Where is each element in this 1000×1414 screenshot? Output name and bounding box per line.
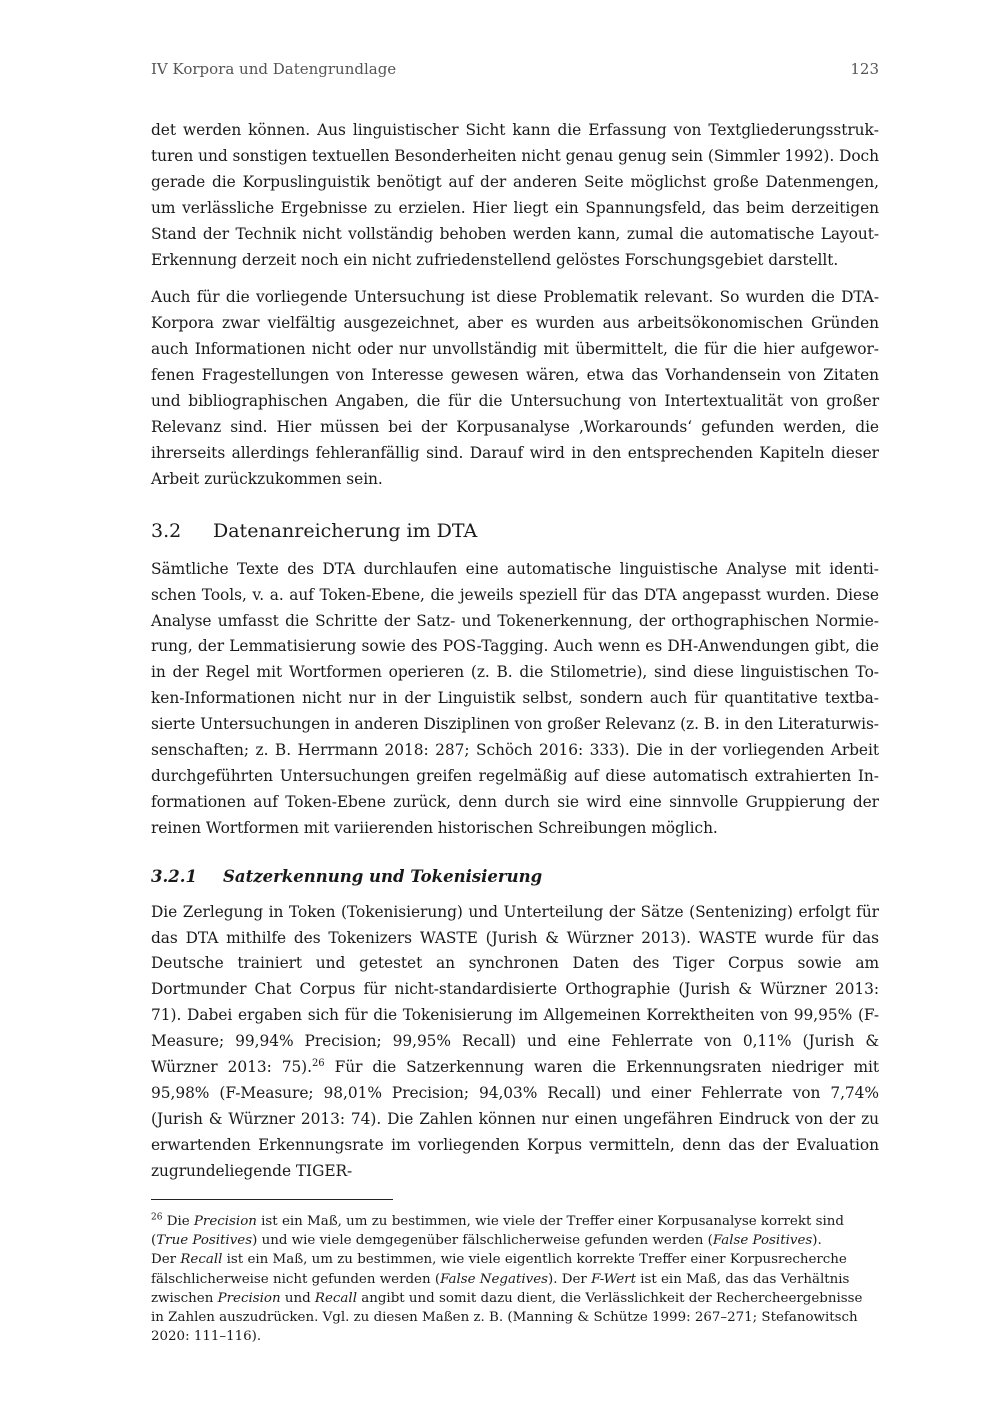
footnote-line-1 bbox=[151, 1212, 879, 1251]
footnote-term-f-wert: F-Wert bbox=[591, 1271, 636, 1287]
paragraph-1: det werden können. Aus linguistischer Sicht kann die Erfassung von Textgliederungsstrukturen und sonstigen textuellen Besonderheiten nicht genau genug sein (Simmler 1992). Doch gerade die Korpuslinguistik benötigt auf der anderen Seite möglichst große Datenmengen, um verlässliche Ergebnisse zu erzielen. Hier liegt ein Spannungsfeld, das beim derzeitigen Stand der Technik nicht vollständig behoben werden kann, zumal die automatische Layout-Erkennung derzeit noch ein nicht zufriedenstellend gelöstes Forschungsgebiet darstellt. bbox=[151, 121, 879, 269]
page bbox=[151, 58, 879, 1347]
footnote-term-false-positives: False Positives bbox=[712, 1232, 813, 1248]
paragraph-4-part-b: Für die Satzerkennung waren die Erkennungsraten niedriger mit 95,98% (F-Measure; 98,01% Precision; 94,03% Recall) und einer Fehlerrate von 7,74% (Jurish & Würzner 2013: 74). Die Zahlen können nur einen ungefähren Eindruck von der zu erwartenden Erkennungsrate im vorliegenden Korpus vermitteln, denn das der Evaluation zugrundeliegende TIGER- bbox=[151, 1058, 879, 1180]
footnote-line-2 bbox=[151, 1250, 879, 1346]
footnote-text: angibt und somit dazu dient, die Verlässlichkeit der Rechercheergebnisse in Zahlen auszudrücken. Vgl. zu diesen Maßen z. B. (Manning & Schütze 1999: 267–271; Stefanowitsch 2020: 111–116). bbox=[151, 1290, 863, 1345]
footnote-text: und bbox=[280, 1290, 315, 1306]
footnote-reference[interactable]: 26 bbox=[311, 1057, 325, 1069]
paragraph-4-part-a: Die Zerlegung in Token (Tokenisierung) und Unterteilung der Sätze (Sentenizing) erfolgt für das DTA mithilfe des Tokenizers WASTE (Jurish & Würzner 2013). WASTE wurde für das Deutsche trainiert und getestet an synchronen Daten des Tiger Corpus sowie am Dortmunder Chat Corpus für nicht-standardisierte Orthographie (Jurish & Würzner 2013: 71). Dabei ergaben sich für die Tokenisierung im Allgemeinen Korrektheiten von 99,95% (F-Measure; 99,94% Precision; 99,95% Recall) und eine Fehlerrate von 0,11% (Jurish & Würzner 2013: 75). bbox=[151, 902, 879, 1077]
page-number: 123 bbox=[850, 60, 879, 78]
footnote-term-precision: Precision bbox=[193, 1213, 257, 1229]
footnote-text: ist ein Maß, um zu bestimmen, wie viele der Treffer einer Korpusanalyse korrekt sind ( bbox=[151, 1213, 844, 1248]
footnote-divider bbox=[151, 1199, 393, 1200]
footnote-term-recall: Recall bbox=[314, 1290, 357, 1306]
footnote-text: ist ein Maß, das das Verhältnis zwischen bbox=[151, 1271, 850, 1306]
subsection-heading bbox=[151, 864, 879, 890]
footnote-term-recall: Recall bbox=[180, 1252, 223, 1268]
footnote-term-false-negatives: False Negatives bbox=[440, 1271, 549, 1287]
subsection-title: Satzerkennung und Tokenisierung bbox=[223, 866, 543, 886]
footnote-text: ). bbox=[812, 1232, 822, 1248]
footnote-26 bbox=[151, 1212, 879, 1347]
subsection-number: 3.2.1 bbox=[151, 866, 197, 886]
running-title: IV Korpora und Datengrundlage bbox=[151, 60, 397, 78]
section-title: Datenanreicherung im DTA bbox=[213, 519, 478, 542]
paragraph-3: Sämtliche Texte des DTA durchlaufen eine automatische linguistische Analyse mit identischen Tools, v. a. auf Token-Ebene, die jeweils speziell für das DTA angepasst wurden. Diese Analyse umfasst die Schritte der Satz- und Tokenerkennung, der orthographischen Normierung, der Lemmatisierung sowie des POS-Tagging. Auch wenn es DH-Anwendungen gibt, die in der Regel mit Wortformen operieren (z. B. die Stilometrie), sind diese linguistischen Token-Informationen nicht nur in der Linguistik selbst, sondern auch für quantitative textbasierte Untersuchungen in anderen Disziplinen von großer Relevanz (z. B. in den Literaturwissenschaften; z. B. Herrmann 2018: 287; Schöch 2016: 333). Die in der vorliegenden Arbeit durchgeführten Untersuchungen greifen regelmäßig auf diese automatisch extrahierten Informationen auf Token-Ebene zurück, denn durch sie wird eine sinnvolle Gruppierung der reinen Wortformen mit variierenden historischen Schreibungen möglich. bbox=[151, 559, 879, 837]
section-number: 3.2 bbox=[151, 519, 182, 542]
paragraph-4 bbox=[151, 900, 879, 1185]
paragraph-2: Auch für die vorliegende Untersuchung ist diese Problematik relevant. So wurden die DTA-Korpora zwar vielfältig ausgezeichnet, aber es wurden aus arbeitsökonomischen Gründen auch Informationen nicht oder nur unvollständig mit übermittelt, die für die hier aufgeworfenen Fragestellungen von Interesse gewesen wären, etwa das Vorhandensein von Zitaten und bibliographischen Angaben, die für die Untersuchung von Intertextualität von großer Relevanz sind. Hier müssen bei der Korpusanalyse ‚Workarounds‘ gefunden werden, die ihrerseits allerdings fehleranfällig sind. Darauf wird in den entsprechenden Kapiteln dieser Arbeit zurückzukommen sein. bbox=[151, 288, 879, 488]
footnote-text: ). Der bbox=[548, 1271, 592, 1287]
footnote-text: ) und wie viele demgegenüber fälschlicherweise gefunden werden ( bbox=[252, 1232, 713, 1248]
footnote-number: 26 bbox=[151, 1212, 163, 1223]
footnote-text: Der bbox=[151, 1252, 181, 1268]
footnote-term-precision: Precision bbox=[217, 1290, 281, 1306]
section-heading bbox=[151, 517, 879, 545]
footnote-term-true-positives: True Positives bbox=[156, 1232, 253, 1248]
footnote-text: ist ein Maß, um zu bestimmen, wie viele eigentlich korrekte Treffer einer Korpusrecherche fälschlicherweise nicht gefunden werden ( bbox=[151, 1252, 847, 1287]
running-header bbox=[151, 58, 879, 80]
footnote-text: Die bbox=[162, 1213, 194, 1229]
